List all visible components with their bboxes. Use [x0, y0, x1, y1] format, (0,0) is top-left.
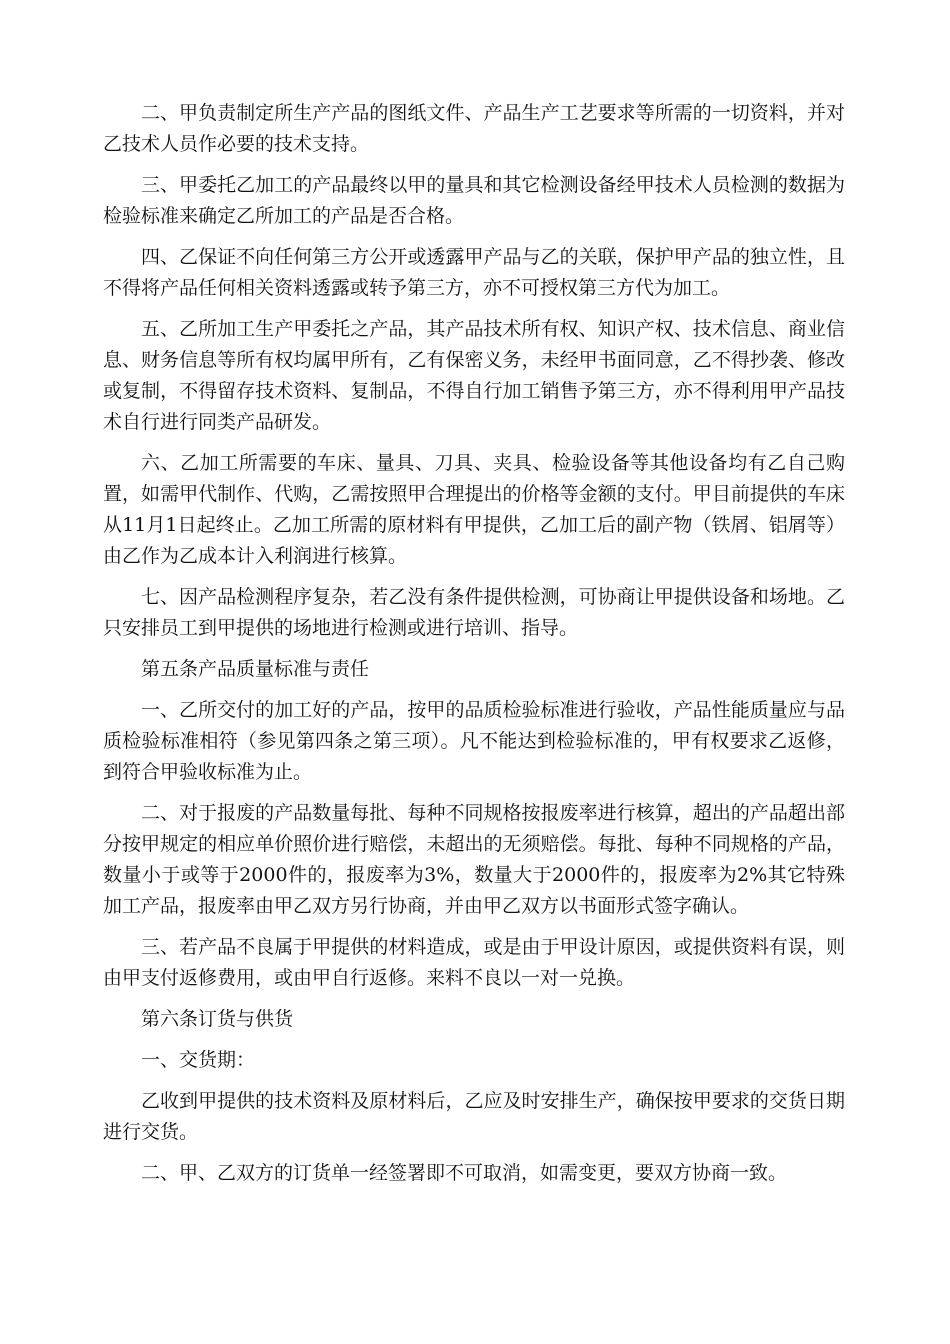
section-heading-article-5: 第五条产品质量标准与责任 [141, 658, 370, 680]
section-heading-article-6: 第六条订货与供货 [141, 1008, 294, 1030]
paragraph-quality-1: 一、乙所交付的加工好的产品，按甲的品质检验标准进行验收，产品性能质量应与品质检验标准相符（参见第四条之第三项）。凡不能达到检验标准的，甲有权要求乙返修，到符合甲验收标准为止。 [103, 699, 845, 783]
paragraph-quality-3: 三、若产品不良属于甲提供的材料造成，或是由于甲设计原因，或提供资料有误，则由甲支付返修费用，或由甲自行返修。来料不良以一对一兑换。 [103, 936, 845, 989]
paragraph-clause-5: 五、乙所加工生产甲委托之产品，其产品技术所有权、知识产权、技术信息、商业信息、财务信息等所有权均属甲所有，乙有保密义务，未经甲书面同意，乙不得抄袭、修改或复制，不得留存技术资料、复制品，不得自行加工销售予第三方，亦不得利用甲产品技术自行进行同类产品研发。 [103, 318, 845, 433]
paragraph-clause-6: 六、乙加工所需要的车床、量具、刀具、夹具、检验设备等其他设备均有乙自己购置，如需甲代制作、代购，乙需按照甲合理提出的价格等金额的支付。甲目前提供的车床从11月1日起终止。乙加工所需的原材料有甲提供，乙加工后的副产物（铁屑、铝屑等）由乙作为乙成本计入利润进行核算。 [103, 452, 845, 567]
paragraph-clause-7: 七、因产品检测程序复杂，若乙没有条件提供检测，可协商让甲提供设备和场地。乙只安排员工到甲提供的场地进行检测或进行培训、指导。 [103, 586, 845, 639]
paragraph-clause-2: 二、甲负责制定所生产产品的图纸文件、产品生产工艺要求等所需的一切资料，并对乙技术人员作必要的技术支持。 [103, 102, 845, 155]
document-page [103, 98, 845, 1199]
paragraph-quality-2: 二、对于报废的产品数量每批、每种不同规格按报废率进行核算，超出的产品超出部分按甲规定的相应单价照价进行赔偿，未超出的无须赔偿。每批、每种不同规格的产品，数量小于或等于2000件的，报废率为3%，数量大于2000件的，报废率为2%其它特殊加工产品，报废率由甲乙双方另行协商，并由甲乙双方以书面形式签字确认。 [103, 802, 845, 917]
paragraph-delivery-body: 乙收到甲提供的技术资料及原材料后，乙应及时安排生产，确保按甲要求的交货日期进行交货。 [103, 1090, 845, 1143]
paragraph-clause-4: 四、乙保证不向任何第三方公开或透露甲产品与乙的关联，保护甲产品的独立性，且不得将产品任何相关资料透露或转予第三方，亦不可授权第三方代为加工。 [103, 246, 845, 299]
paragraph-delivery-1: 一、交货期： [141, 1049, 256, 1071]
paragraph-clause-3: 三、甲委托乙加工的产品最终以甲的量具和其它检测设备经甲技术人员检测的数据为检验标准来确定乙所加工的产品是否合格。 [103, 174, 845, 227]
paragraph-delivery-2: 二、甲、乙双方的订货单一经签署即不可取消，如需变更，要双方协商一致。 [141, 1162, 788, 1184]
